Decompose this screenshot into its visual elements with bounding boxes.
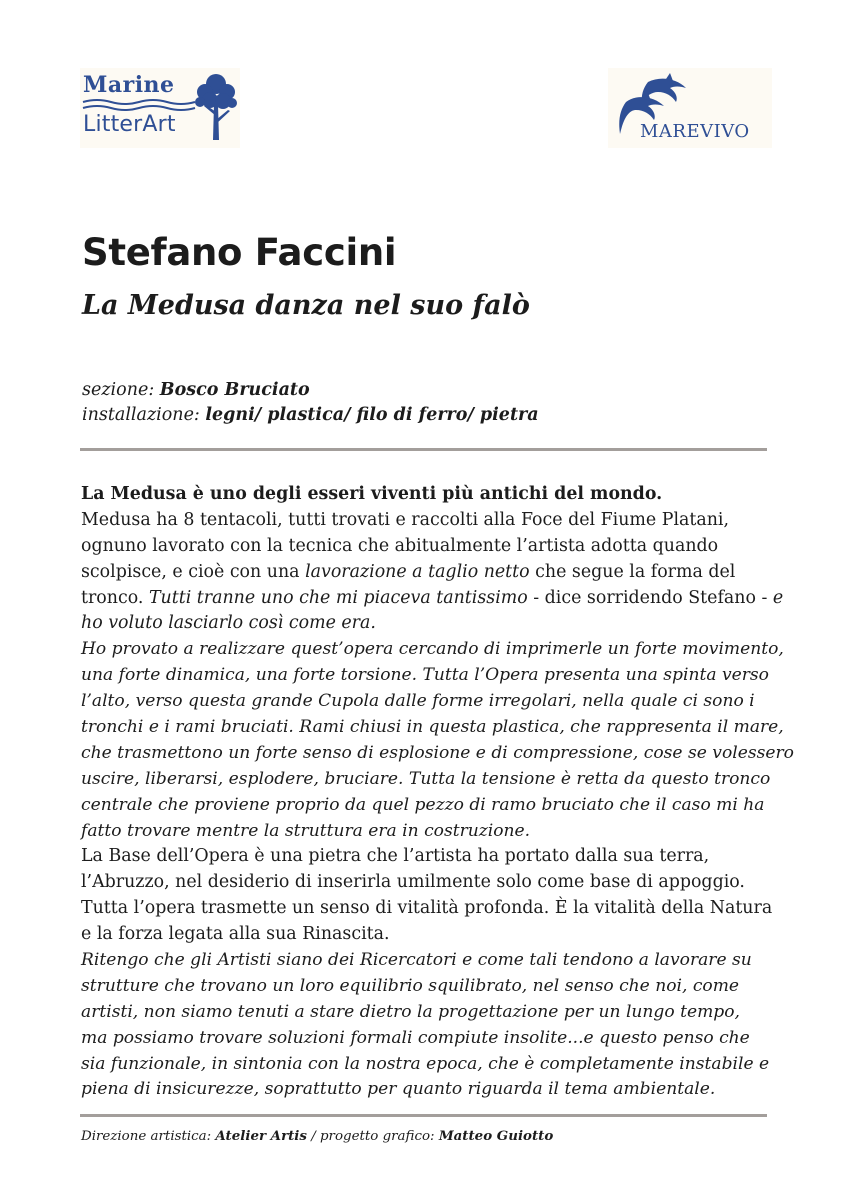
section-label: sezione	[82, 380, 149, 400]
text-span: scolpisce, e cioè con una	[81, 561, 306, 582]
text-line: ognuno lavorato con la tecnica che abitualmente l’artista adotta quando	[81, 535, 719, 556]
text-line: strutture che trovano un loro equilibrio squilibrato, nel senso che noi, come	[81, 975, 740, 996]
divider-top	[80, 448, 767, 451]
tree-icon	[194, 70, 238, 142]
text-line: che trasmettono un forte senso di esplosione e di compressione, cose se volessero	[81, 742, 794, 763]
text-line: La Base dell’Opera è una pietra che l’artista ha portato dalla sua terra,	[81, 846, 710, 867]
waves-icon	[82, 98, 196, 112]
text-line	[81, 560, 781, 586]
text-line: fatto trovare mentre la struttura era in costruzione.	[81, 820, 531, 841]
text-line: Tutta l’opera trasmette un senso di vitalità profonda. È la vitalità della Natura	[81, 898, 773, 919]
divider-bottom	[80, 1114, 767, 1117]
text-span-italic: Tutti tranne uno che mi piaceva tantissimo	[148, 587, 528, 608]
footer-separator: /	[306, 1129, 320, 1144]
text-line: Ritengo che gli Artisti siano dei Ricercatori e come tali tendono a lavorare su	[81, 950, 752, 971]
credits-footer: Direzione artistica: Atelier Artis / progetto grafico: Matteo Guiotto	[81, 1128, 554, 1144]
work-title: La Medusa danza nel suo falò	[82, 290, 530, 321]
description-text	[81, 482, 794, 1103]
text-line: l’Abruzzo, nel desiderio di inserirla umilmente solo come base di appoggio.	[81, 872, 745, 893]
marine-litterart-logo	[80, 68, 240, 148]
text-line: una forte dinamica, una forte torsione. Tutta l’Opera presenta una spinta verso	[81, 665, 769, 686]
direction-label: Direzione artistica	[81, 1129, 207, 1144]
text-line: tronchi e i rami bruciati. Rami chiusi in questa plastica, che rappresenta il mare,	[81, 717, 784, 738]
logo-text-marine: Marine	[83, 72, 175, 98]
text-line: piena di insicurezze, soprattutto per quanto riguarda il tema ambientale.	[81, 1079, 716, 1100]
section-line: sezione: Bosco Bruciato	[82, 380, 310, 400]
text-span: - dice sorridendo Stefano -	[527, 587, 773, 608]
text-line: sia funzionale, in sintonia con la nostra epoca, che è completamente instabile e	[81, 1053, 770, 1074]
direction-value: Atelier Artis	[215, 1128, 307, 1144]
installation-line: installazione: legni/ plastica/ filo di ferro/ pietra	[82, 405, 539, 425]
design-label: progetto grafico	[319, 1129, 431, 1144]
text-line: uscire, liberarsi, esplodere, bruciare. Tutta la tensione è retta da questo tronco	[81, 768, 771, 789]
design-value: Matteo Guiotto	[438, 1128, 554, 1144]
text-line: centrale che proviene proprio da quel pezzo di ramo bruciato che il caso mi ha	[81, 794, 765, 815]
text-line: e la forza legata alla sua Rinascita.	[81, 924, 390, 945]
text-line: Medusa ha 8 tentacoli, tutti trovati e raccolti alla Foce del Fiume Platani,	[81, 509, 730, 530]
text-span: che segue la forma del	[529, 561, 736, 582]
installation-label: installazione	[82, 405, 194, 425]
logo-text-marevivo: MAREVIVO	[640, 121, 750, 142]
text-line-lead: La Medusa è uno degli esseri viventi più antichi del mondo.	[81, 484, 663, 504]
text-line: ho voluto lasciarlo così come era.	[81, 613, 376, 634]
text-span: tronco.	[81, 587, 149, 608]
text-line: ma possiamo trovare soluzioni formali compiute insolite...e questo penso che	[81, 1027, 750, 1048]
section-value: Bosco Bruciato	[159, 380, 310, 400]
text-span-italic: lavorazione a taglio netto	[305, 561, 530, 582]
installation-value: legni/ plastica/ filo di ferro/ pietra	[205, 405, 539, 425]
text-line	[81, 586, 784, 612]
text-line: artisti, non siamo tenuti a stare dietro la progettazione per un lungo tempo,	[81, 1001, 740, 1022]
artist-name: Stefano Faccini	[82, 231, 397, 274]
marevivo-logo	[608, 68, 772, 148]
text-line: l’alto, verso questa grande Cupola dalle forme irregolari, nella quale ci sono i	[81, 691, 755, 712]
text-line: Ho provato a realizzare quest’opera cercando di imprimerle un forte movimento,	[81, 639, 784, 660]
logo-text-litterart: LitterArt	[83, 112, 176, 137]
text-span-italic: e	[772, 587, 784, 608]
